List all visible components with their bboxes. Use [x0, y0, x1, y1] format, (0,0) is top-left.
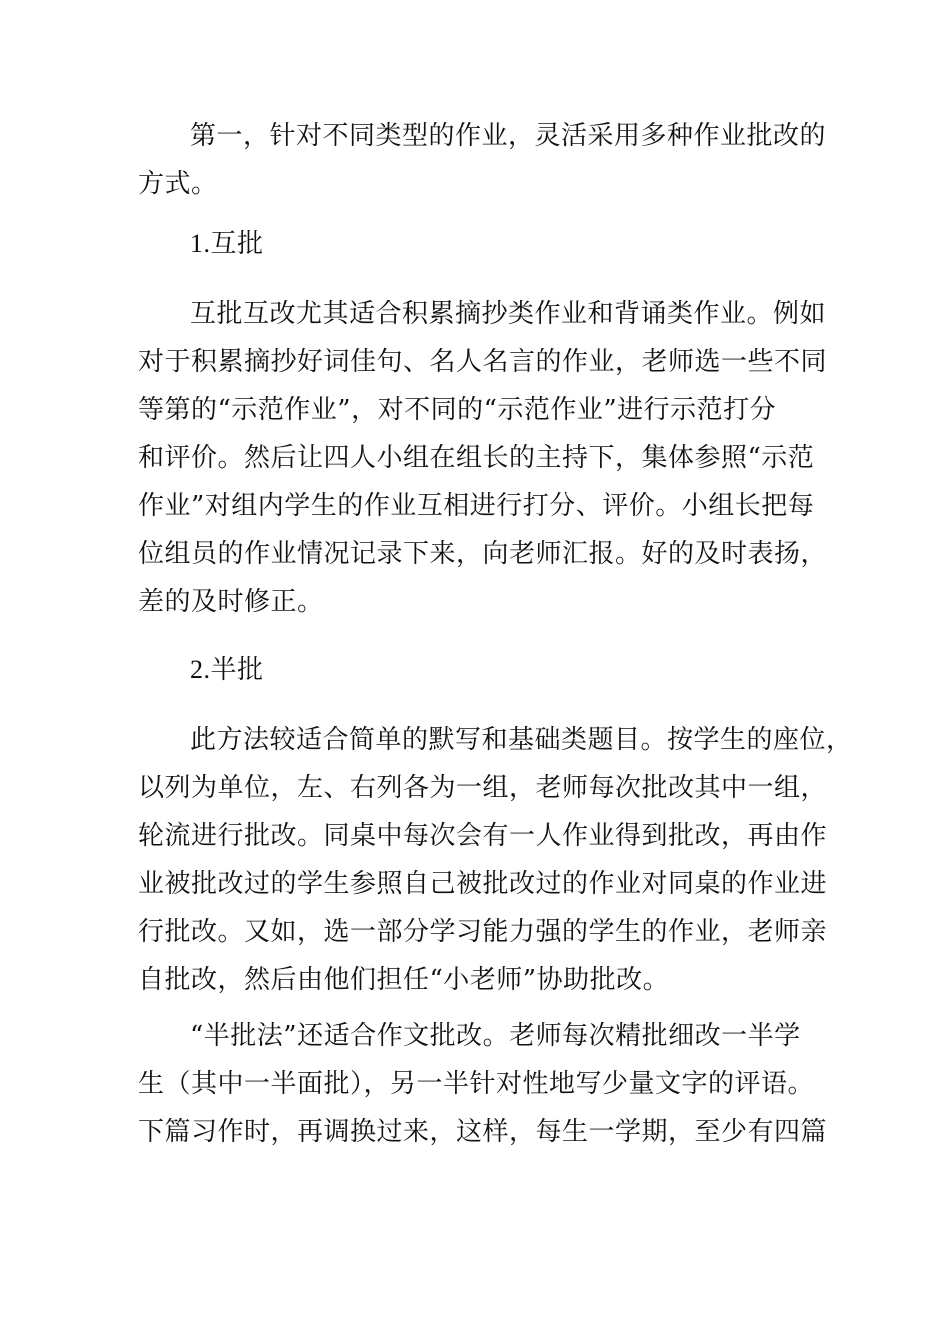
text-line: 等第的“示范作业”，对不同的“示范作业”进行示范打分	[138, 395, 777, 425]
text-line: 差的及时修正。	[138, 587, 324, 617]
text-line: 作业”对组内学生的作业互相进行打分、评价。小组长把每	[138, 491, 815, 521]
paragraph-mutual-marking	[138, 290, 828, 626]
heading-text: 2.半批	[190, 655, 264, 684]
text-line: 轮流进行批改。同桌中每次会有一人作业得到批改，再由作	[138, 821, 828, 851]
heading-text: 1.互批	[190, 229, 264, 258]
text-line: 自批改，然后由他们担任“小老师”协助批改。	[138, 965, 670, 995]
text-line: 互批互改尤其适合积累摘抄类作业和背诵类作业。例如	[190, 299, 827, 329]
section-heading-mutual-marking	[138, 220, 828, 268]
text-line: “半批法”还适合作文批改。老师每次精批细改一半学	[190, 1021, 801, 1051]
paragraph-half-marking	[138, 716, 853, 1004]
text-line: 对于积累摘抄好词佳句、名人名言的作业，老师选一些不同	[138, 347, 828, 377]
text-line: 位组员的作业情况记录下来，向老师汇报。好的及时表扬，	[138, 539, 828, 569]
paragraph-intro	[138, 112, 828, 208]
text-line: 第一，针对不同类型的作业，灵活采用多种作业批改的	[190, 121, 827, 151]
text-line: 此方法较适合简单的默写和基础类题目。按学生的座位，	[190, 725, 853, 755]
text-line: 方式。	[138, 169, 218, 199]
text-line: 行批改。又如，选一部分学习能力强的学生的作业，老师亲	[138, 917, 828, 947]
text-line: 生（其中一半面批），另一半针对性地写少量文字的评语。	[138, 1069, 815, 1099]
text-line: 以列为单位，左、右列各为一组，老师每次批改其中一组，	[138, 773, 828, 803]
paragraph-composition-marking	[138, 1012, 828, 1156]
text-line: 下篇习作时，再调换过来，这样，每生一学期，至少有四篇	[138, 1117, 828, 1147]
text-line: 业被批改过的学生参照自己被批改过的作业对同桌的作业进	[138, 869, 828, 899]
text-line: 和评价。然后让四人小组在组长的主持下，集体参照“示范	[138, 443, 815, 473]
section-heading-half-marking	[138, 646, 828, 694]
